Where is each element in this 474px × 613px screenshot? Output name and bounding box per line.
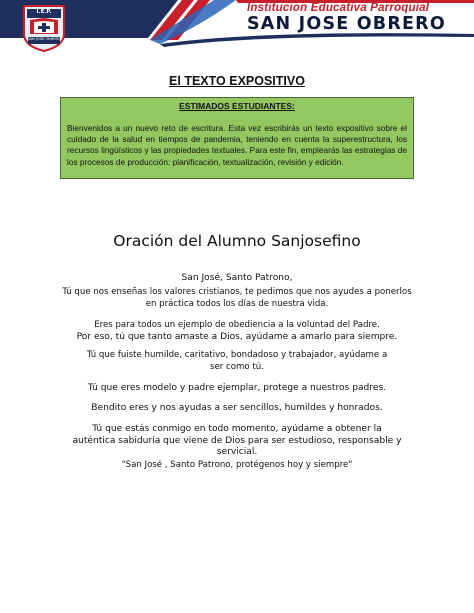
prayer-line: Eres para todos un ejemplo de obediencia a la voluntad del Padre.: [94, 320, 380, 330]
page-header: [0, 0, 474, 58]
prayer-closing: "San José , Santo Patrono, protégenos hoy y siempre": [121, 460, 353, 470]
prayer-line: Tú que fuiste humilde, caritativo, bondadoso y trabajador, ayúdame a ser como tú.: [86, 350, 388, 372]
institution-type: Institucion Educativa Parroquial: [247, 2, 430, 14]
logo-acronym: I.E.P.: [36, 9, 52, 15]
prayer-line: Tú que nos enseñas los valores cristianos, te pedimos que nos ayudes a ponerlos en práctica todos los días de nuestra vida.: [62, 287, 412, 309]
logo-name: SAN JOSÉ OBRERO: [27, 37, 61, 41]
prayer-line: Tú que estás conmigo en todo momento, ayúdame a obtener la auténtica sabiduría que viene de Dios para ser estudioso, responsable y servicial.: [72, 424, 402, 457]
prayer-line: San José, Santo Patrono,: [181, 273, 293, 283]
instructions-text: Bienvenidos a un nuevo reto de escritura. Esta vez escribirás un texto expositivo sobre el cuidado de la salud en tiempos de pandemia, teniendo en cuenta la superestructura, los recursos lingüísticos y las propiedades textuales. Para este fin, emplearás las estrategias de los procesos de producción: planificación, textualización, revisión y edición.: [67, 123, 407, 167]
prayer-line: Por eso, tú que tanto amaste a Dios, ayúdame a amarlo para siempre.: [76, 332, 398, 342]
institution-name: SAN JOSE OBRERO: [247, 14, 446, 34]
prayer-title: Oración del Alumno Sanjosefino: [113, 232, 361, 250]
prayer-line: Bendito eres y nos ayudas a ser sencillos, humildes y honrados.: [91, 403, 383, 413]
school-crest-logo: [22, 4, 66, 52]
instructions-heading: ESTIMADOS ESTUDIANTES:: [179, 101, 295, 111]
prayer-line: Tú que eres modelo y padre ejemplar, protege a nuestros padres.: [87, 383, 387, 393]
instructions-box: [60, 97, 414, 179]
document-title: El TEXTO EXPOSITIVO: [169, 74, 305, 88]
